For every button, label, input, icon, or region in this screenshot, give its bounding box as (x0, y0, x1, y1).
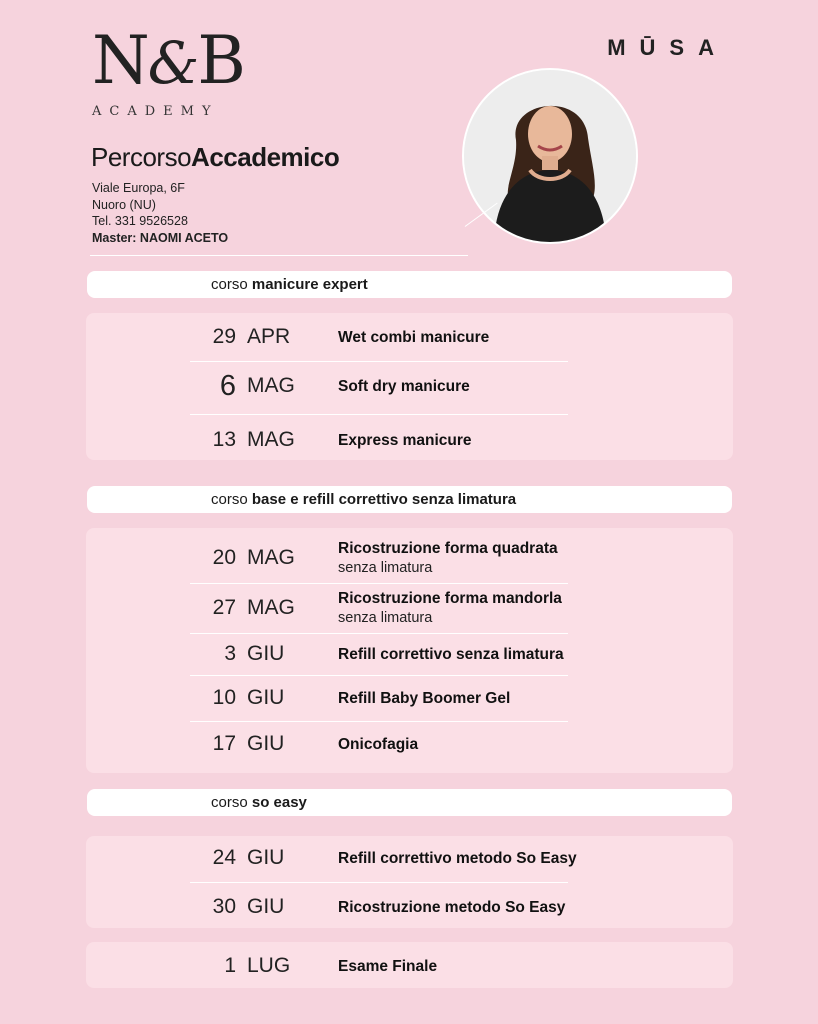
logo-letter-n: N (92, 22, 148, 99)
lesson-row (86, 584, 733, 634)
lesson-month: MAG (247, 374, 295, 397)
lesson-day: 1 (224, 954, 236, 977)
lesson-month: GIU (247, 732, 285, 755)
lesson-panel-so-easy (86, 836, 733, 928)
lesson-month: MAG (247, 596, 295, 619)
page-title (91, 142, 339, 173)
lesson-row (86, 313, 733, 361)
lesson-row (86, 416, 733, 464)
lesson-row (86, 942, 733, 988)
lesson-row (86, 676, 733, 721)
lesson-day: 13 (212, 428, 236, 451)
lesson-title: Ricostruzione forma quadrata (338, 540, 558, 557)
lesson-day: 29 (212, 325, 236, 348)
section-prefix: corso (211, 276, 248, 293)
logo-academy-text: ACADEMY (92, 104, 219, 119)
lesson-row (86, 836, 733, 884)
lesson-day: 10 (212, 686, 236, 709)
section-header-so-easy (87, 789, 732, 816)
lesson-title: Esame Finale (338, 958, 438, 975)
lesson-day: 17 (212, 732, 236, 755)
lesson-title: Ricostruzione metodo So Easy (338, 899, 566, 916)
address-city: Nuoro (NU) (92, 197, 156, 212)
lesson-subtitle: senza limatura (338, 560, 433, 576)
lesson-month: APR (247, 325, 291, 348)
final-exam-panel (86, 942, 733, 988)
lesson-row (86, 634, 733, 676)
lesson-title: Express manicure (338, 432, 472, 449)
musa-brand-logo: MŪSA (607, 35, 728, 60)
lesson-title: Refill correttivo senza limatura (338, 646, 564, 663)
lesson-panel-manicure-expert (86, 313, 733, 460)
lesson-month: GIU (247, 846, 285, 869)
lesson-subtitle: senza limatura (338, 610, 433, 626)
section-name: base e refill correttivo senza limatura (251, 491, 517, 508)
section-prefix: corso (211, 491, 248, 508)
lesson-day: 6 (219, 370, 236, 402)
lesson-month: GIU (247, 642, 285, 665)
logo-mark (92, 22, 244, 99)
contact-info (92, 180, 228, 246)
row-divider (190, 414, 568, 415)
phone-number: Tel. 331 9526528 (92, 214, 188, 228)
lesson-month: MAG (247, 546, 295, 569)
lesson-row (86, 722, 733, 767)
lesson-panel-base-refill (86, 528, 733, 773)
section-prefix: corso (211, 794, 248, 811)
section-header-manicure-expert (87, 271, 732, 298)
lesson-title: Ricostruzione forma mandorla (338, 590, 562, 607)
academy-logo (92, 22, 244, 119)
portrait-illustration (464, 70, 636, 242)
lesson-day: 27 (212, 596, 236, 619)
lesson-month: GIU (247, 895, 285, 918)
lesson-title: Soft dry manicure (338, 378, 470, 395)
address-street: Viale Europa, 6F (92, 181, 185, 195)
lesson-title: Refill Baby Boomer Gel (338, 690, 511, 707)
row-divider (190, 361, 568, 362)
master-name: Master: NAOMI ACETO (92, 230, 229, 245)
section-name: so easy (251, 794, 307, 811)
master-portrait (462, 68, 638, 244)
lesson-row (86, 532, 733, 584)
lesson-month: GIU (247, 686, 285, 709)
logo-ampersand: & (147, 29, 198, 97)
lesson-day: 24 (212, 846, 236, 869)
lesson-title: Refill correttivo metodo So Easy (338, 850, 577, 867)
lesson-day: 3 (224, 642, 236, 665)
lesson-title: Wet combi manicure (338, 329, 490, 346)
lesson-row (86, 883, 733, 931)
lesson-month: MAG (247, 428, 295, 451)
section-header-base-refill (87, 486, 732, 513)
lesson-row (86, 363, 733, 411)
section-name: manicure expert (251, 276, 368, 293)
title-light: Percorso (91, 142, 192, 172)
title-bold: Accademico (191, 142, 340, 172)
lesson-month: LUG (247, 954, 291, 977)
lesson-day: 30 (212, 895, 236, 918)
logo-letter-b: B (197, 22, 244, 99)
lesson-title: Onicofagia (338, 736, 419, 753)
lesson-day: 20 (212, 546, 236, 569)
header-divider (90, 255, 468, 256)
